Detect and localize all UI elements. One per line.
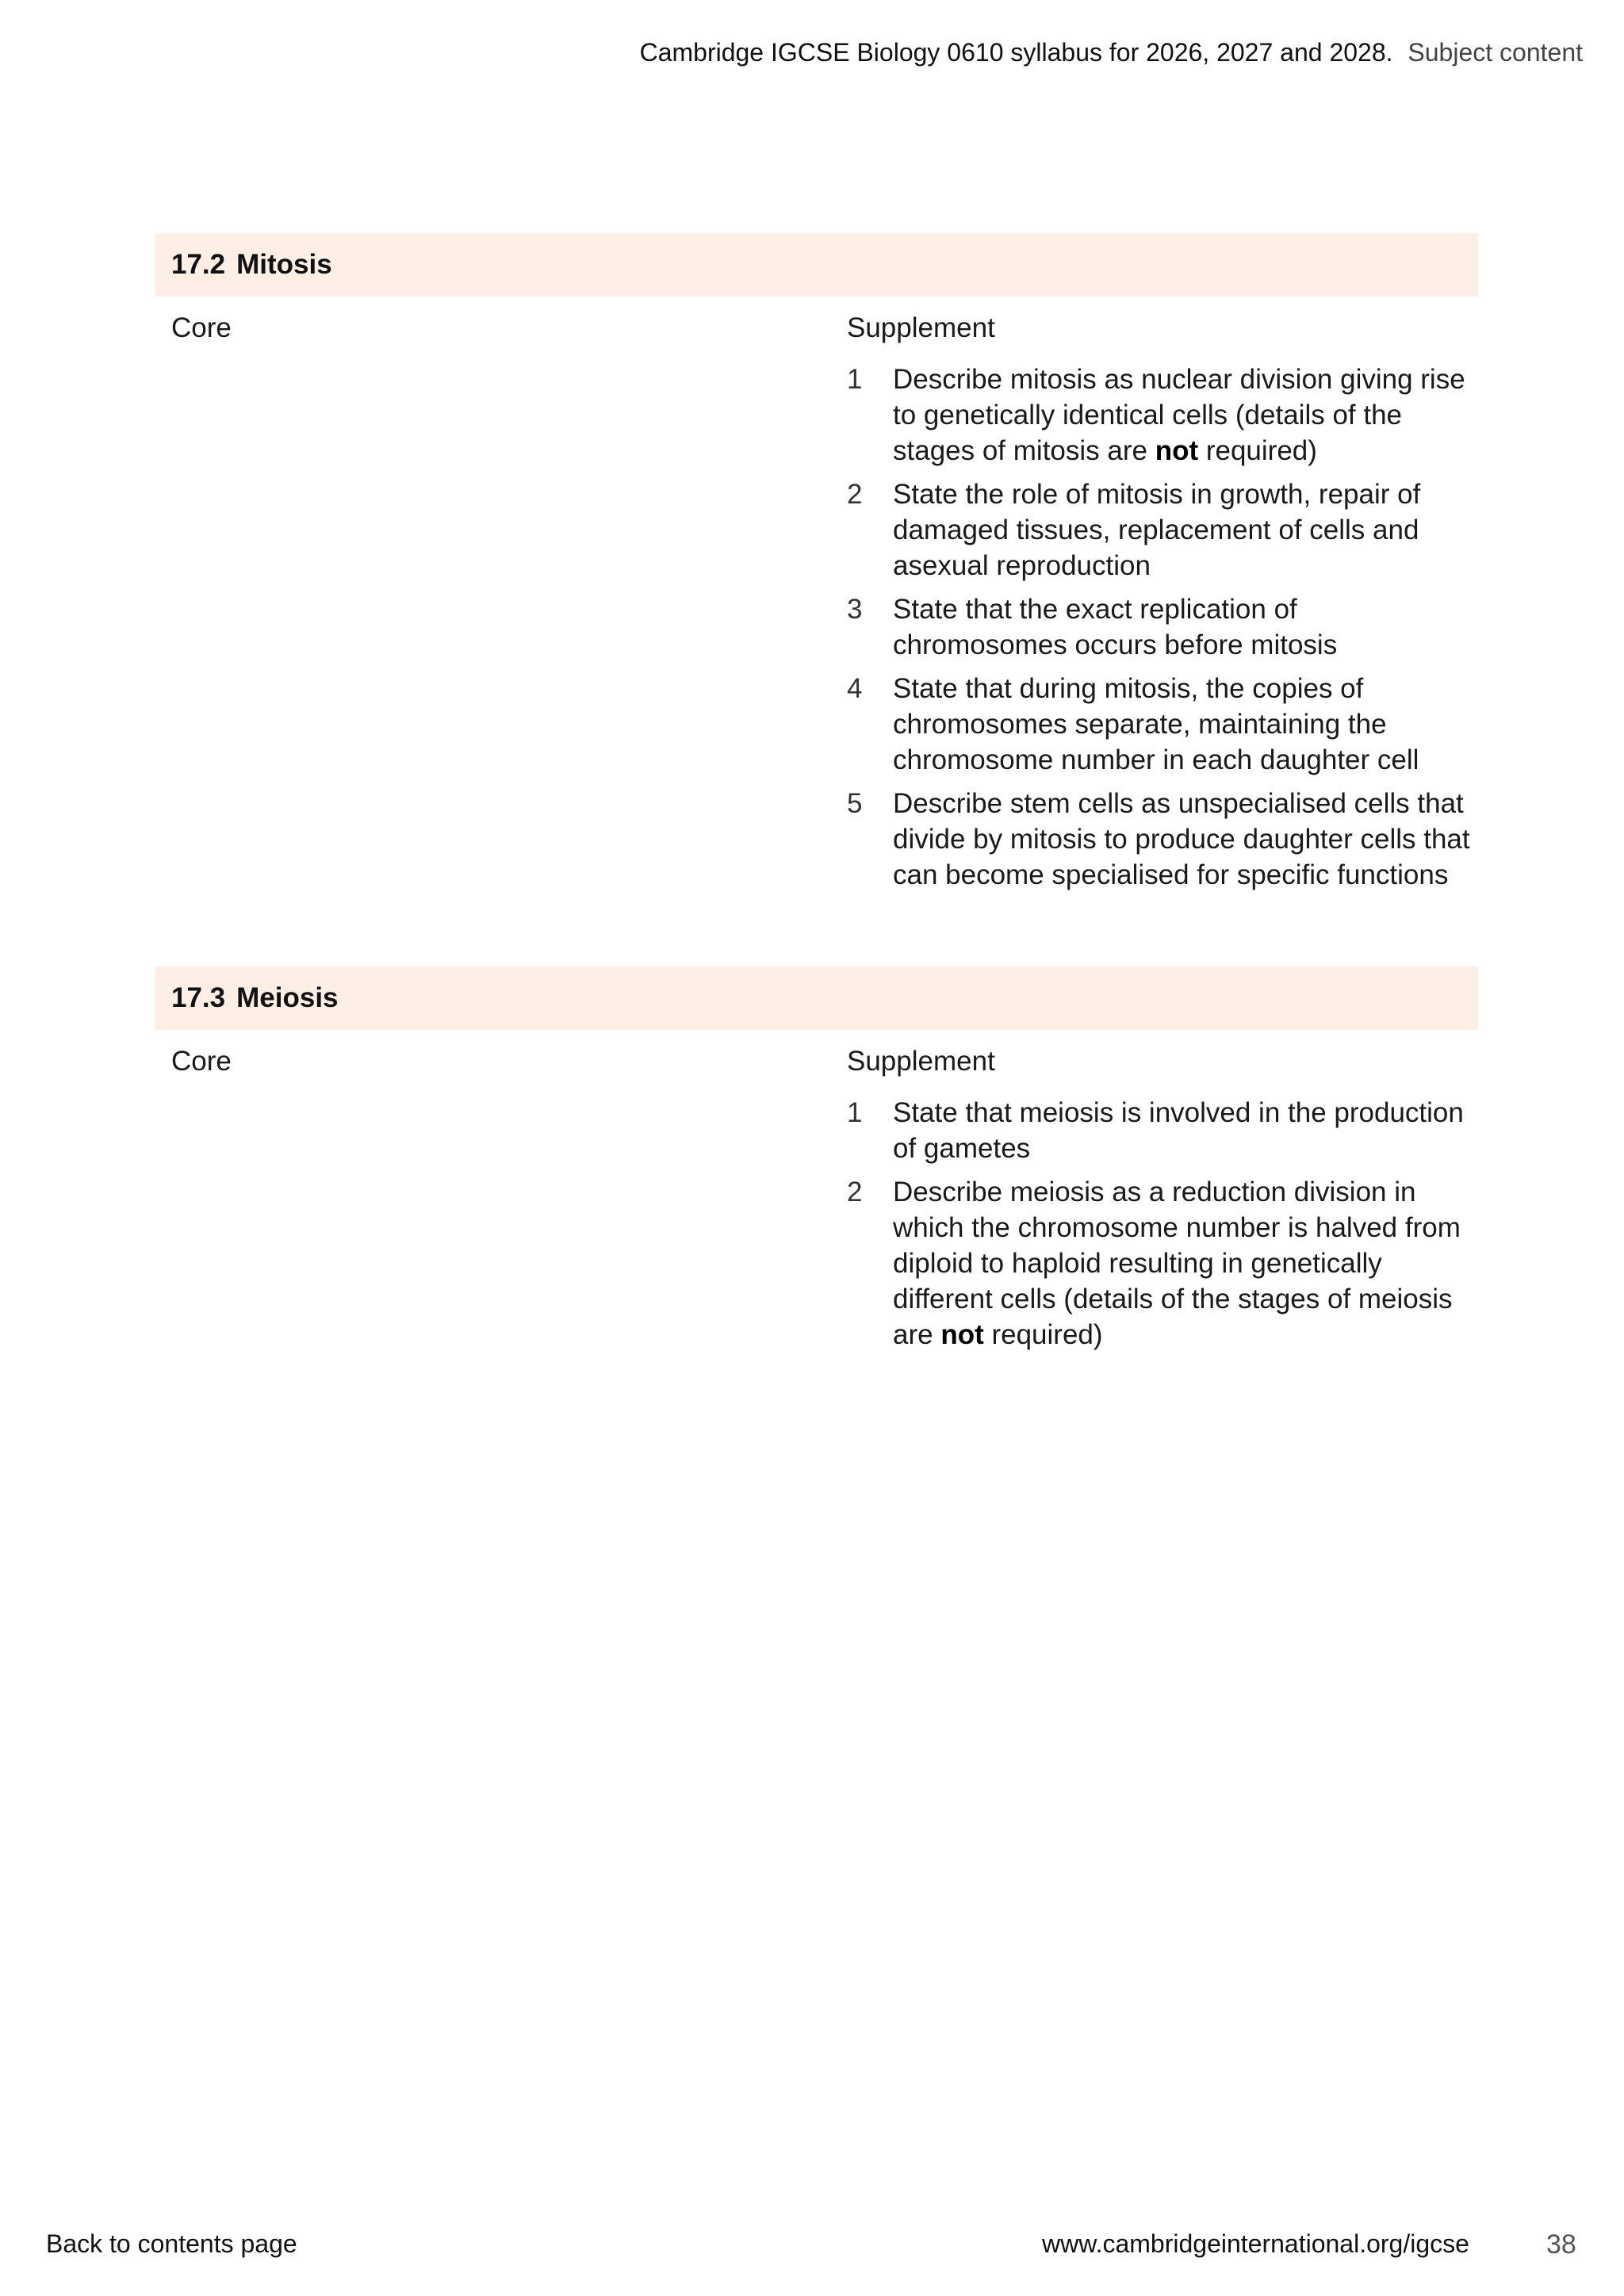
document-title: Cambridge IGCSE Biology 0610 syllabus for 2026, 2027 and 2028. — [639, 38, 1393, 67]
section-title: Meiosis — [236, 982, 339, 1013]
item-text: Describe mitosis as nuclear division giving rise to genetically identical cells (details of the stages of mitosis are not required) — [893, 364, 1465, 466]
page-number: 38 — [1546, 2229, 1576, 2260]
section-mitosis — [155, 233, 1478, 890]
section-heading-bar — [155, 233, 1478, 297]
item-number: 3 — [847, 594, 863, 625]
emphasis-not: not — [940, 1319, 984, 1350]
section-heading-bar — [155, 966, 1478, 1030]
item-text: State that during mitosis, the copies of chromosomes separate, maintaining the chromosome number in each daughter cell — [893, 673, 1419, 775]
item-text: State the role of mitosis in growth, repair of damaged tissues, replacement of cells and asexual reproduction — [893, 479, 1421, 581]
item-number: 4 — [847, 673, 863, 704]
emphasis-not: not — [1155, 435, 1199, 466]
item-number: 1 — [847, 1097, 863, 1128]
supplement-list — [847, 1095, 1473, 1353]
section-title: Mitosis — [236, 249, 332, 280]
item-number: 2 — [847, 479, 863, 510]
core-column — [171, 1043, 232, 1095]
list-item — [847, 1174, 1473, 1353]
item-number: 5 — [847, 788, 863, 819]
section-meiosis — [155, 966, 1478, 1350]
item-number: 1 — [847, 364, 863, 395]
page-header — [640, 38, 1583, 67]
core-heading: Core — [171, 1046, 232, 1077]
supplement-column — [847, 309, 1473, 901]
website-link[interactable]: www.cambridgeinternational.org/igcse — [1042, 2229, 1469, 2258]
list-item — [847, 591, 1473, 663]
core-column — [171, 309, 232, 362]
item-text: Describe meiosis as a reduction division in which the chromosome number is halved from diploid to haploid resulting in genetically different cells (details of the stages of meiosis are not required) — [893, 1177, 1461, 1350]
list-item — [847, 671, 1473, 778]
list-item — [847, 1095, 1473, 1166]
back-to-contents-link[interactable]: Back to contents page — [46, 2229, 297, 2258]
list-item — [847, 362, 1473, 469]
core-heading: Core — [171, 312, 232, 343]
section-number: 17.3 — [171, 982, 226, 1013]
list-item — [847, 786, 1473, 893]
list-item — [847, 476, 1473, 584]
supplement-heading: Supplement — [847, 312, 995, 343]
supplement-column — [847, 1043, 1473, 1360]
section-number: 17.2 — [171, 249, 226, 280]
item-text: State that meiosis is involved in the production of gametes — [893, 1097, 1464, 1164]
supplement-list — [847, 362, 1473, 893]
item-text: State that the exact replication of chromosomes occurs before mitosis — [893, 594, 1338, 660]
supplement-heading: Supplement — [847, 1046, 995, 1077]
header-section-name: Subject content — [1408, 38, 1583, 67]
item-number: 2 — [847, 1177, 863, 1207]
item-text: Describe stem cells as unspecialised cells that divide by mitosis to produce daughter cells that can become specialised for specific functions — [893, 788, 1470, 890]
